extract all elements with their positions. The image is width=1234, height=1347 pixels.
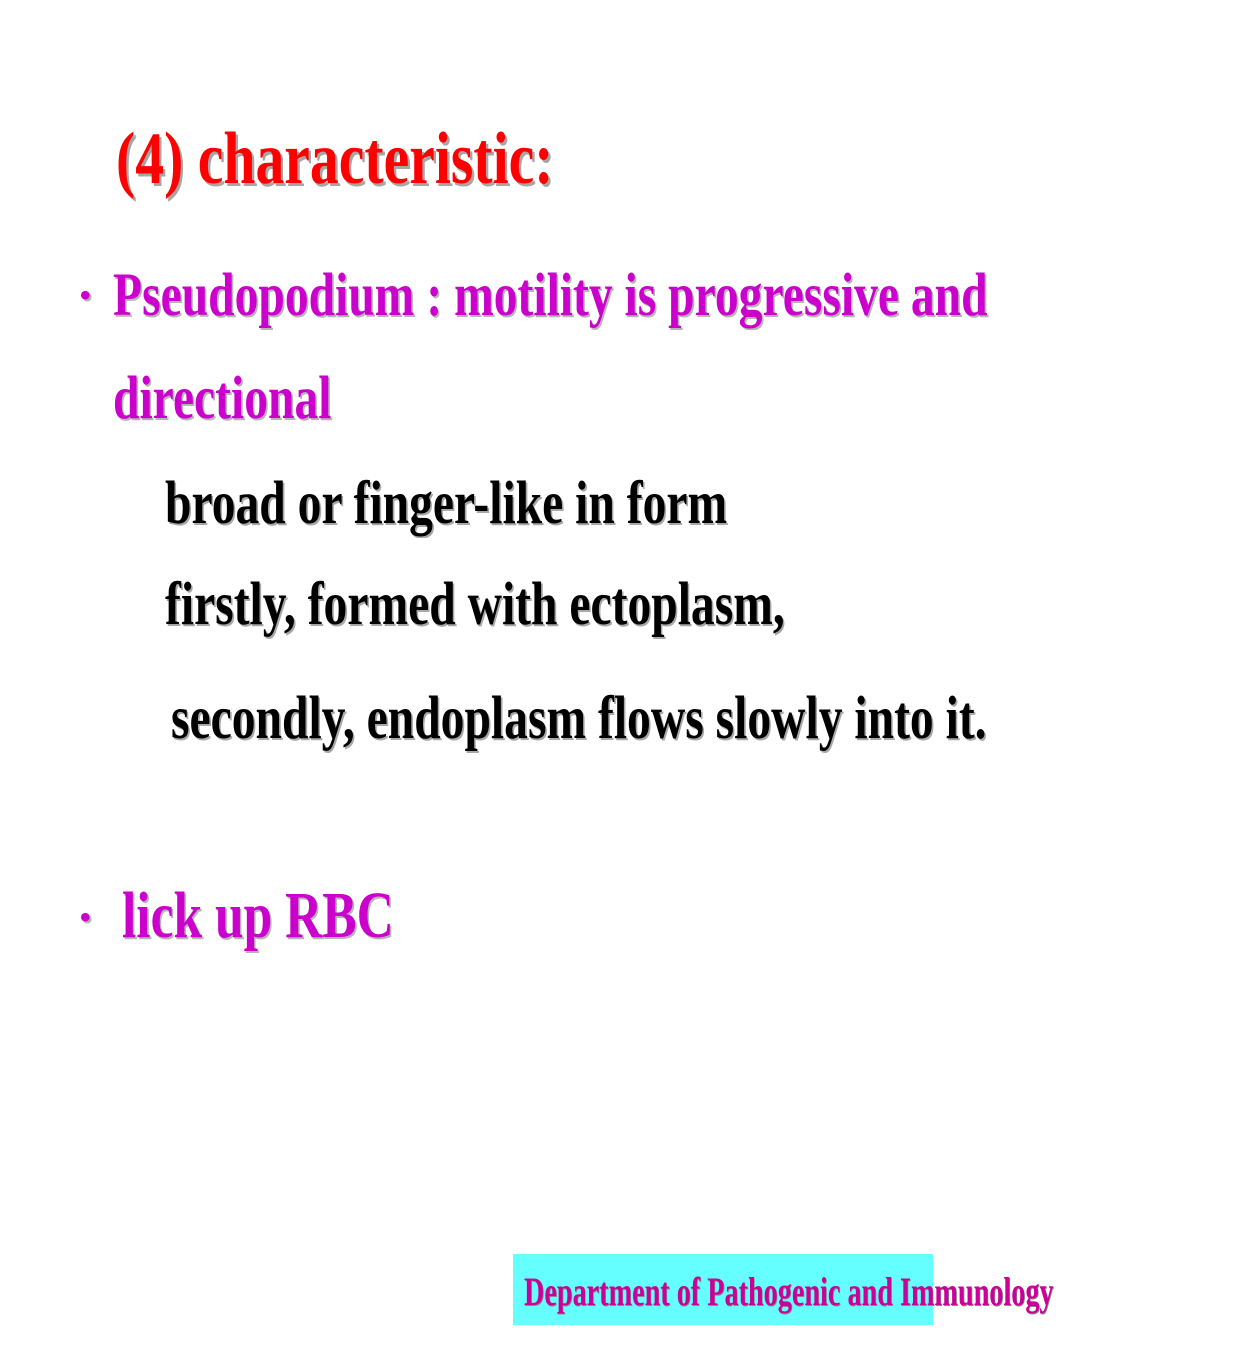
footer-banner bbox=[513, 1254, 1054, 1325]
bullet-dot-1: • bbox=[79, 275, 92, 315]
sub-line-1-text: broad or finger-like in form bbox=[165, 470, 728, 537]
bullet-1-text-1: Pseudopodium : motility is progressive and bbox=[113, 262, 988, 329]
footer-text: Department of Pathogenic and Immunology bbox=[524, 1269, 1054, 1314]
sub-line-1 bbox=[165, 470, 886, 537]
sub-line-2 bbox=[165, 571, 960, 638]
sub-line-3 bbox=[171, 685, 1217, 752]
bullet-1-text-2: directional bbox=[113, 365, 332, 432]
bullet-1-line-2 bbox=[113, 365, 393, 432]
bullet-dot-2: • bbox=[79, 897, 92, 937]
slide-title-text: (4) characteristic: bbox=[116, 118, 554, 200]
bullet-2-line-1 bbox=[122, 879, 470, 952]
slide-title bbox=[116, 118, 677, 200]
sub-line-3-text: secondly, endoplasm flows slowly into it. bbox=[171, 685, 987, 752]
bullet-2-text-1: lick up RBC bbox=[122, 879, 394, 952]
sub-line-2-text: firstly, formed with ectoplasm, bbox=[165, 571, 785, 638]
bullet-1-line-1 bbox=[113, 262, 1234, 329]
